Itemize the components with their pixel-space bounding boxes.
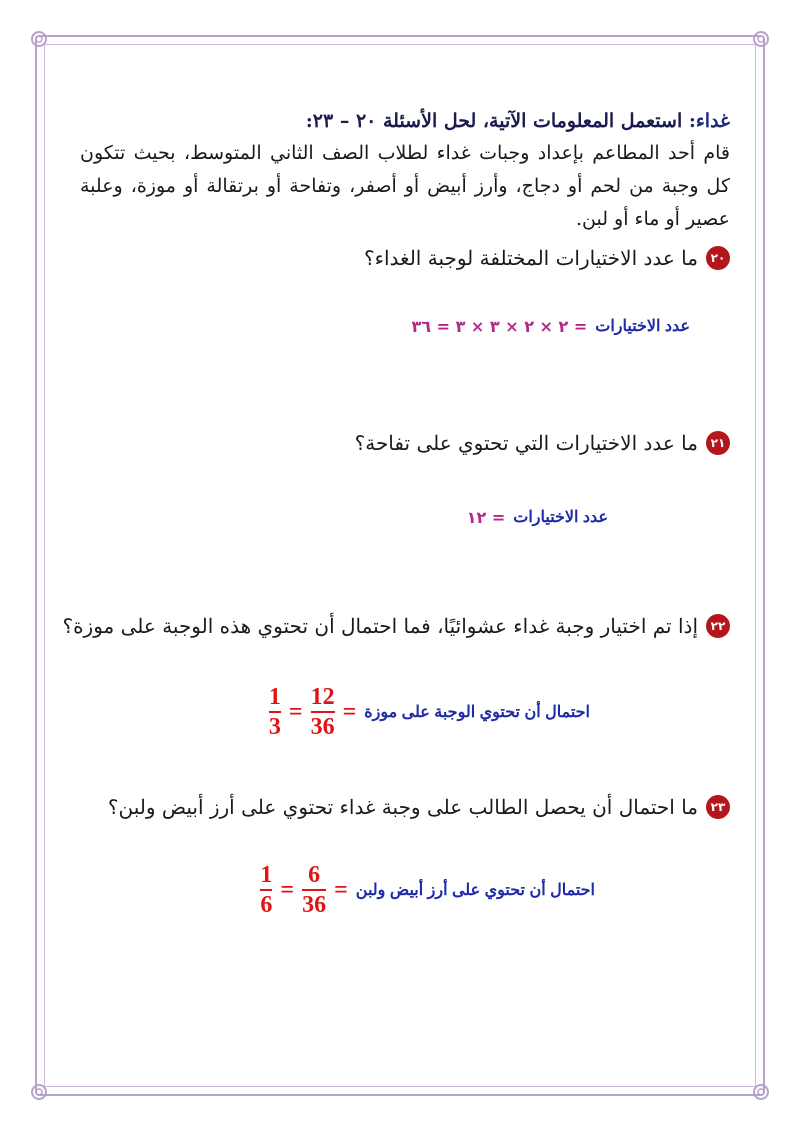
denominator: 6: [260, 892, 273, 918]
corner-ornament-icon: [30, 30, 48, 48]
corner-ornament-icon: [752, 30, 770, 48]
problem-context: [80, 105, 730, 236]
denominator: 3: [268, 714, 281, 740]
question-text: ما عدد الاختيارات التي تحتوي على تفاحة؟: [354, 431, 698, 455]
denominator: 36: [302, 892, 327, 918]
answer-expression: = ١٢: [466, 507, 506, 527]
question-number-badge: ٢٠: [706, 246, 730, 270]
answer-fractions: [269, 684, 356, 740]
equals-sign: =: [334, 876, 348, 903]
question-21: [355, 428, 730, 458]
equals-sign: =: [342, 698, 357, 725]
answer-fractions: [260, 862, 347, 918]
fraction-bar: [260, 889, 272, 891]
equals-sign: =: [280, 876, 295, 903]
answer-20: [411, 316, 690, 336]
equals-sign: =: [288, 698, 303, 725]
fraction-bar: [311, 711, 335, 713]
question-22: [62, 611, 730, 641]
fraction-bar: [302, 889, 326, 891]
numerator: 6: [308, 862, 321, 888]
corner-ornament-icon: [752, 1083, 770, 1101]
fraction-simplified: [269, 684, 281, 740]
numerator: 1: [268, 684, 281, 710]
question-number-badge: ٢٣: [706, 795, 730, 819]
question-text: ما عدد الاختيارات المختلفة لوجبة الغداء؟: [363, 246, 698, 270]
question-23: [108, 792, 730, 822]
question-20: [364, 243, 730, 273]
answer-label: احتمال أن تحتوي الوجبة على موزة: [364, 704, 590, 721]
fraction-simplified: [260, 862, 272, 918]
answer-label: عدد الاختيارات: [513, 509, 608, 526]
question-number-badge: ٢٢: [706, 614, 730, 638]
section-instruction: استعمل المعلومات الآتية، لحل الأسئلة ٢٠ – ٢٣:: [305, 110, 683, 132]
question-number-badge: ٢١: [706, 431, 730, 455]
corner-ornament-icon: [30, 1083, 48, 1101]
answer-expression: = ٢ × ٢ × ٣ × ٣ = ٣٦: [411, 316, 588, 336]
section-header: [80, 105, 730, 137]
question-text: ما احتمال أن يحصل الطالب على وجبة غداء تحتوي على أرز أبيض ولبن؟: [107, 795, 698, 819]
answer-21: [467, 507, 608, 527]
fraction-bar: [269, 711, 281, 713]
fraction-original: [302, 862, 326, 918]
numerator: 12: [310, 684, 335, 710]
denominator: 36: [310, 714, 335, 740]
answer-22: [269, 684, 590, 740]
question-text: إذا تم اختيار وجبة غداء عشوائيًا، فما احتمال أن تحتوي هذه الوجبة على موزة؟: [62, 614, 698, 638]
answer-label: احتمال أن تحتوي على أرز أبيض ولبن: [355, 882, 595, 899]
answer-23: [260, 862, 595, 918]
fraction-original: [311, 684, 335, 740]
section-label: غداء:: [688, 110, 730, 132]
intro-paragraph: قام أحد المطاعم بإعداد وجبات غداء لطلاب الصف الثاني المتوسط، بحيث تتكون كل وجبة من لحم أو دجاج، وأرز أبيض أو أصفر، وتفاحة أو برتقالة أو موزة، وعلبة عصير أو ماء أو لبن.: [80, 142, 730, 230]
answer-label: عدد الاختيارات: [595, 318, 690, 335]
numerator: 1: [260, 862, 273, 888]
